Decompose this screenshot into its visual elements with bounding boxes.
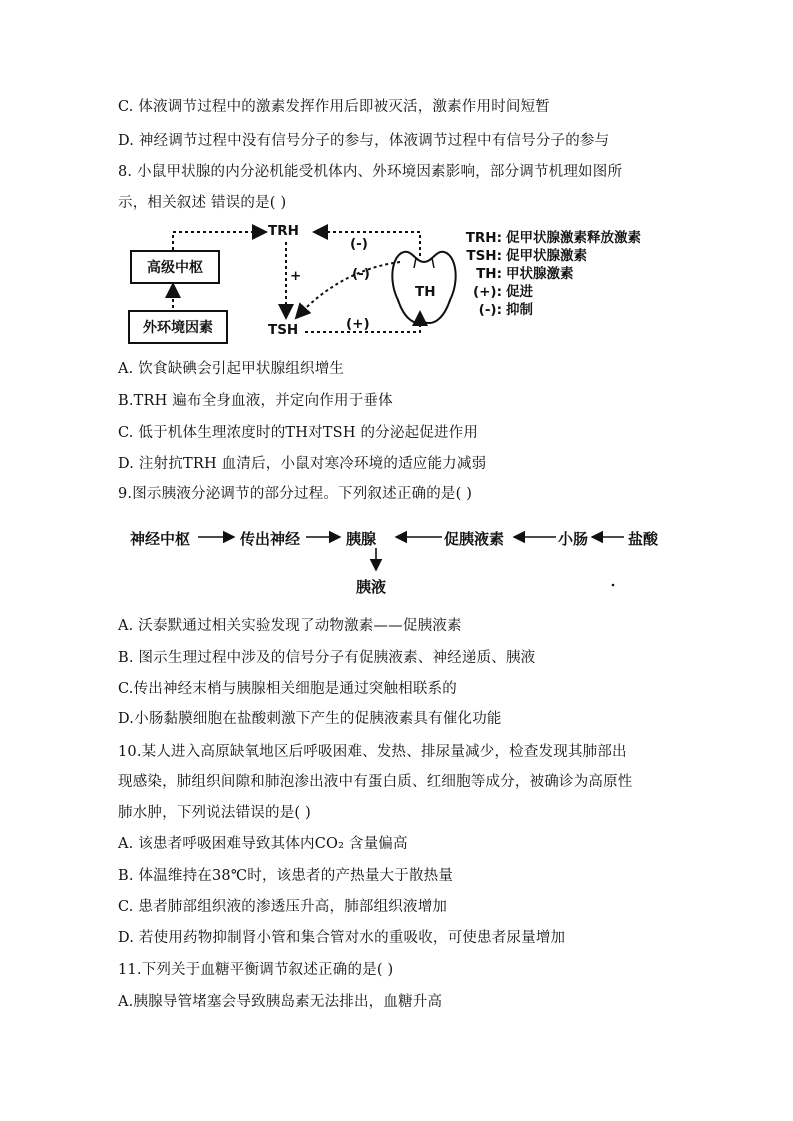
label-th: TH <box>415 284 436 300</box>
legend-item: (+): 促进 <box>472 284 533 300</box>
label-plus-small: + <box>290 268 302 284</box>
q10-stem-line1: 10.某人进入高原缺氧地区后呼吸困难、发热、排尿量减少，检查发现其肺部出 <box>118 744 627 760</box>
q10-stem-line3: 肺水肿，下列说法错误的是( ) <box>118 805 311 821</box>
q10-option-b: B. 体温维持在38℃时，该患者的产热量大于散热量 <box>118 868 454 884</box>
label-neg-tsh: (-) <box>352 266 370 282</box>
node-nerve-center: 神经中枢 <box>130 530 191 548</box>
q8-option-d: D. 注射抗TRH 血清后，小鼠对寒冷环境的适应能力减弱 <box>118 456 487 472</box>
q8-option-c: C. 低于机体生理浓度时的TH对TSH 的分泌起促进作用 <box>118 425 479 441</box>
label-tsh: TSH <box>268 322 299 338</box>
node-efferent-nerve: 传出神经 <box>240 530 301 548</box>
q10-option-a: A. 该患者呼吸困难导致其体内CO₂ 含量偏高 <box>118 836 408 852</box>
q9-option-c: C.传出神经末梢与胰腺相关细胞是通过突触相联系的 <box>118 681 457 697</box>
legend-item: (-): 抑制 <box>478 302 533 318</box>
legend-item: TH: 甲状腺激素 <box>476 266 574 282</box>
q11-stem: 11.下列关于血糖平衡调节叙述正确的是( ) <box>118 962 394 978</box>
q10-option-c: C. 患者肺部组织液的渗透压升高，肺部组织液增加 <box>118 899 448 915</box>
q7-option-c: C. 体液调节过程中的激素发挥作用后即被灭活，激素作用时间短暂 <box>118 99 550 115</box>
label-neg-trh: (-) <box>350 236 368 252</box>
legend-item: TSH: 促甲状腺激素 <box>466 248 587 264</box>
q9-option-a: A. 沃泰默通过相关实验发现了动物激素——促胰液素 <box>118 618 462 634</box>
q8-stem-line2: 示，相关叙述 错误的是( ) <box>118 195 287 211</box>
node-pancreas: 胰腺 <box>346 530 377 548</box>
node-hydrochloric-acid: 盐酸 <box>628 530 659 548</box>
q10-option-d: D. 若使用药物抑制肾小管和集合管对水的重吸收，可使患者尿量增加 <box>118 930 566 946</box>
q9-option-b: B. 图示生理过程中涉及的信号分子有促胰液素、神经递质、胰液 <box>118 650 536 666</box>
node-pancreatic-juice: 胰液 <box>356 578 387 596</box>
q7-option-d: D. 神经调节过程中没有信号分子的参与，体液调节过程中有信号分子的参与 <box>118 133 610 149</box>
q10-stem-line2: 现感染，肺组织间隙和肺泡渗出液中有蛋白质、红细胞等成分，被确诊为高原性 <box>118 774 633 790</box>
q8-option-b: B.TRH 遍布全身血液，并定向作用于垂体 <box>118 393 393 409</box>
q8-stem-line1: 8. 小鼠甲状腺的内分泌机能受机体内、外环境因素影响，部分调节机理如图所 <box>118 164 623 180</box>
node-small-intestine: 小肠 <box>558 530 589 548</box>
label-trh: TRH <box>268 223 299 239</box>
label-pos-th: (+) <box>346 316 370 332</box>
q11-option-a: A.胰腺导管堵塞会导致胰岛素无法排出，血糖升高 <box>118 994 443 1010</box>
box-higher-center: 高级中枢 <box>130 250 220 284</box>
legend-item: TRH: 促甲状腺激素释放激素 <box>465 230 641 246</box>
q9-option-d: D.小肠黏膜细胞在盐酸刺激下产生的促胰液素具有催化功能 <box>118 711 502 727</box>
q9-stem: 9.图示胰液分泌调节的部分过程。下列叙述正确的是( ) <box>118 486 473 502</box>
q8-option-a: A. 饮食缺碘会引起甲状腺组织增生 <box>118 361 345 377</box>
box-external-factors: 外环境因素 <box>128 310 228 344</box>
node-secretin: 促胰液素 <box>444 530 505 548</box>
